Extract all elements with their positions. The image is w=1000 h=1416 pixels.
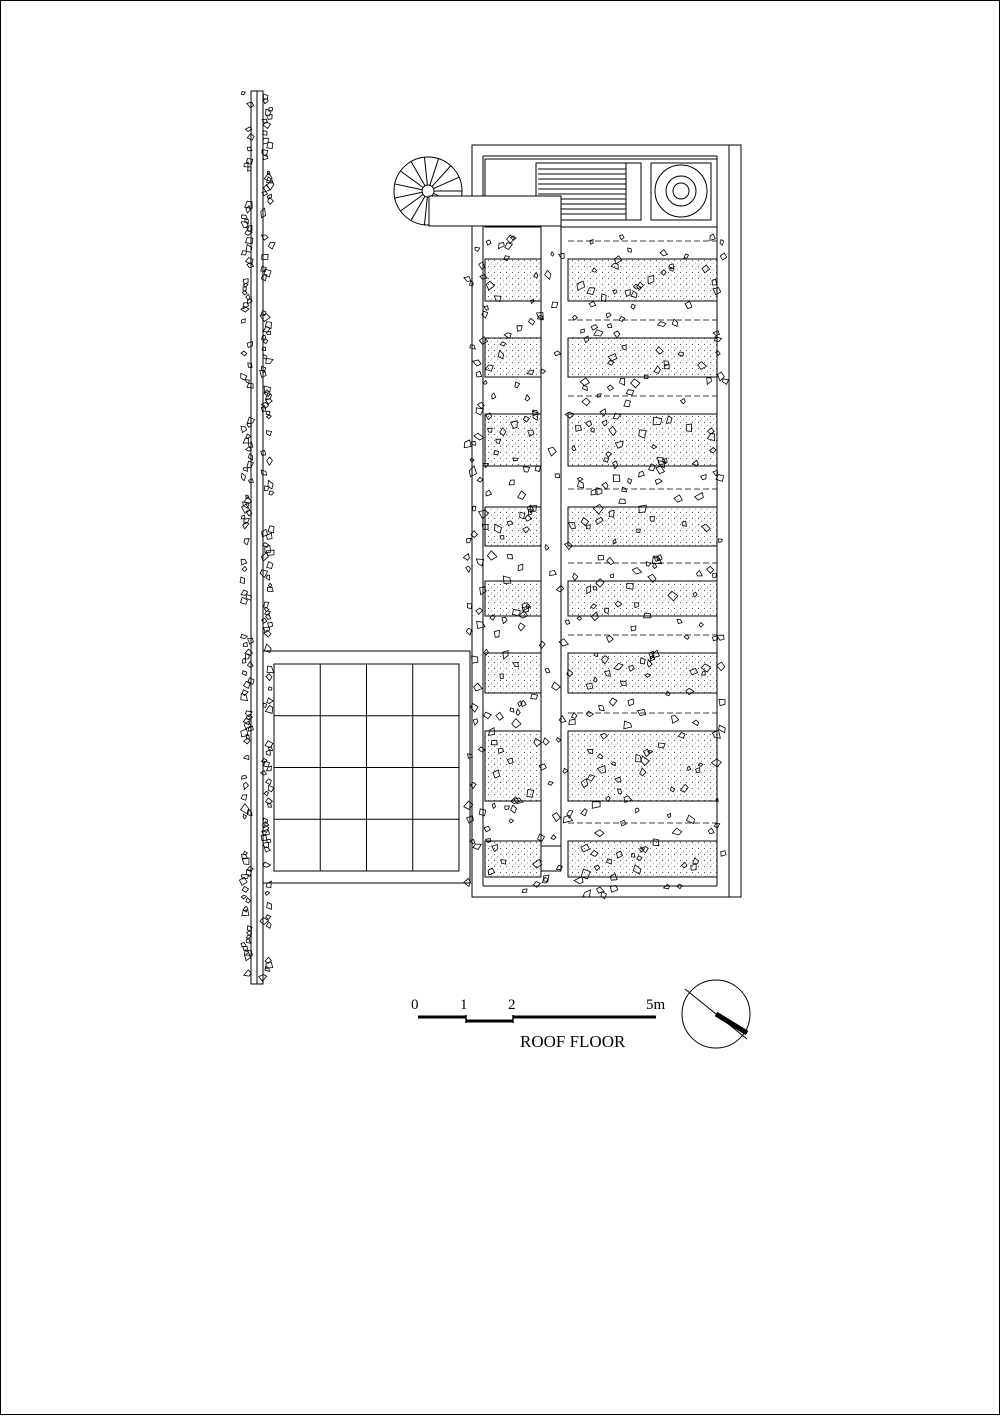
planter-bed	[568, 338, 717, 377]
planter-bed	[485, 841, 541, 877]
solar-panel-array	[263, 651, 470, 883]
planter-bed	[485, 338, 541, 377]
planter-bed	[568, 259, 717, 301]
scale-tick-label: 5m	[646, 997, 666, 1013]
drawing-title: ROOF FLOOR	[520, 1032, 626, 1051]
roof-plan-drawing	[1, 1, 1000, 1416]
scale-tick-label: 1	[460, 997, 468, 1013]
scale-tick-label: 2	[508, 997, 516, 1013]
planter-bed	[568, 731, 717, 801]
planter-beds	[485, 241, 717, 877]
scale-tick-label: 0	[411, 997, 419, 1013]
vine-wall	[240, 91, 276, 984]
planter-bed	[485, 507, 541, 546]
planter-bed	[568, 653, 717, 693]
planter-bed	[485, 653, 541, 693]
north-arrow-icon	[682, 980, 750, 1048]
central-walkway	[541, 226, 561, 846]
water-tank-icon	[651, 163, 711, 220]
scale-bar	[411, 997, 666, 1023]
planter-bed	[485, 259, 541, 301]
